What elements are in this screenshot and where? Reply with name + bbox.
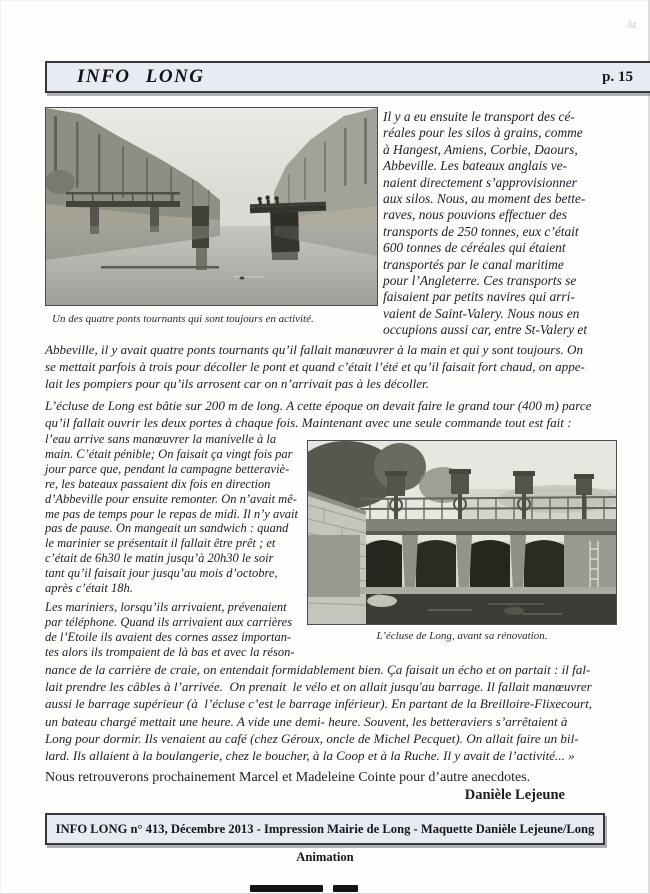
walkway — [358, 519, 616, 531]
footer-box — [45, 813, 605, 864]
sill — [360, 587, 616, 594]
text-line: aussi le barrage supérieur (à l’écluse c’est le barrage inférieur). En partant de la Breilloire-Flixecourt, — [45, 696, 593, 712]
text-line: à Hangest, Amiens, Corbie, Daours, — [383, 141, 578, 157]
scanner-mark — [333, 885, 358, 892]
text-line: réales pour les silos à grains, comme — [383, 125, 583, 141]
text-line: d’Abbeville pour ensuite remonter. On n’avait mê- — [45, 491, 297, 506]
header-box — [45, 61, 650, 93]
article-paragraph-3-narrow — [45, 600, 295, 660]
text-line: aux silos. Nous, au moment des bette- — [383, 191, 586, 207]
footer-imprint: INFO LONG n° 413, Décembre 2013 - Impression Mairie de Long - Maquette Danièle Lejeune/Long Animation — [55, 822, 595, 864]
text-line: Long pour dormir. Ils venaient au café (chez Géroux, oncle de Michel Pecquet). On allait faire un bil- — [45, 730, 579, 746]
lock-photo — [307, 440, 617, 625]
text-line: jour parce que, pendant la campagne betteraviè- — [45, 461, 290, 476]
text-line: Il y a eu ensuite le transport des cé- — [383, 109, 575, 124]
water — [366, 594, 616, 624]
canal-photo-art — [46, 108, 377, 305]
walkway-shadow — [358, 531, 616, 535]
text-line: pour l’Angleterre. Ces transports se — [383, 273, 577, 289]
text-line: faisaient par petits navires qui arri- — [383, 289, 575, 305]
canal-photo — [45, 107, 378, 306]
author-signature: Danièle Lejeune — [464, 787, 565, 803]
text-line: c’était de 6h30 le matin jusqu’à 20h30 le soir — [45, 551, 274, 566]
masthead-title: INFO LONG — [77, 66, 205, 87]
duck — [240, 277, 245, 280]
text-line: transportés par le canal maritime — [383, 256, 564, 272]
text-line: tant qu’il faisait jour jusqu’au mois d’octobre, — [45, 566, 278, 581]
text-line: raves, nous pouvions effectuer des — [383, 207, 568, 223]
text-line: lait les pompiers pour qu’ils arrosent car on n’arrivait pas à les décoller. — [45, 376, 429, 392]
article-paragraph-3-full — [45, 661, 592, 764]
text-line: L’écluse de Long est bâtie sur 200 m de long. A cette époque on devait faire le grand tour (400 m) parce — [45, 398, 592, 413]
article-paragraph-2-narrow — [45, 432, 298, 596]
text-line: me pas de temps pour le repas de midi. Il n’y avait — [45, 506, 298, 521]
text-line: par téléphone. Quand ils arrivaient aux carrières — [45, 614, 293, 629]
photo2-caption: L’écluse de Long, avant sa rénovation. — [376, 630, 548, 642]
text-line: lard. Ils allaient à la boulangerie, chez le boucher, à la Coop et à la Ruche. Il y avait de l’activité... » — [45, 748, 575, 764]
text-line: Abbeville. Les bateaux anglais ve- — [383, 158, 568, 174]
text-line: nance de la carrière de craie, on entendait formidablement bien. Ça faisait un écho et on partait : il fal- — [45, 662, 591, 677]
text-line: Abbeville, il y avait quatre ponts tournants qu’il fallait manœuvrer à la main et qui y sont toujours. On — [45, 342, 584, 357]
text-line: l’eau arrive sans manœuvrer la manivelle à la — [45, 432, 277, 446]
text-line: le marinier se présentait il fallait être prêt ; et — [45, 536, 276, 551]
text-line: transports de 250 tonnes, eux c’était — [383, 223, 579, 239]
text-line: de l’Etoile ils avaient des cornes assez importan- — [45, 629, 292, 644]
text-line: un bateau chargé mettait une heure. A vide une demi- heure. Souvent, les betteraviers s’arrêtaient à — [45, 713, 568, 729]
lock-photo-art — [308, 441, 616, 624]
page-number: p. 15 — [602, 68, 633, 85]
text-line: tes alors ils trompaient de là bas et avec la réson- — [45, 644, 295, 659]
text-line: main. C’était pénible; On faisait ça vingt fois par — [45, 446, 293, 461]
text-line: re, les bateaux passaient dix fois en direction — [45, 476, 271, 491]
text-line: naient directement s’approvisionner — [383, 174, 577, 190]
text-line: vaient de Saint-Valery. Nous nous en — [383, 305, 580, 321]
text-line: Les mariniers, lorsqu’ils arrivaient, prévenaient — [45, 600, 287, 614]
ripple — [234, 276, 264, 278]
text-line: occupions aussi car, entre St-Valery et — [383, 322, 588, 338]
text-line: 600 tonnes de céréales qui étaient — [383, 240, 566, 256]
article-column-right — [383, 109, 587, 339]
closing-line: Nous retrouverons prochainement Marcel et Madeleine Cointe pour d’autre anecdotes. — [45, 770, 531, 785]
pencil-corner-mark: 34 — [624, 19, 638, 32]
text-line: qu’il fallait ouvrir les deux portes à chaque fois. Maintenant avec une seule commande tout est fait : — [45, 415, 572, 431]
text-line: lait prendre les câbles à l’arrivée. On prenait le vélo et on allait jusqu'au barrage. Il fallait manœuvrer — [45, 679, 592, 695]
reflection-bridge — [272, 226, 298, 260]
scanner-mark — [250, 885, 323, 892]
text-line: pas de pause. On mangeait un sandwich : quand — [45, 521, 289, 536]
article-paragraph-1 — [45, 341, 585, 393]
photo1-caption: Un des quatre ponts tournants qui sont toujours en activité. — [52, 313, 314, 325]
text-line: après c’était 18h. — [45, 581, 133, 596]
article-paragraph-2-full — [45, 397, 591, 431]
text-line: se mettait parfois à trois pour décoller le pont et quand c’était l’été et qu’il faisait fort chaud, on appe- — [45, 359, 585, 375]
floating-boom — [101, 266, 219, 269]
